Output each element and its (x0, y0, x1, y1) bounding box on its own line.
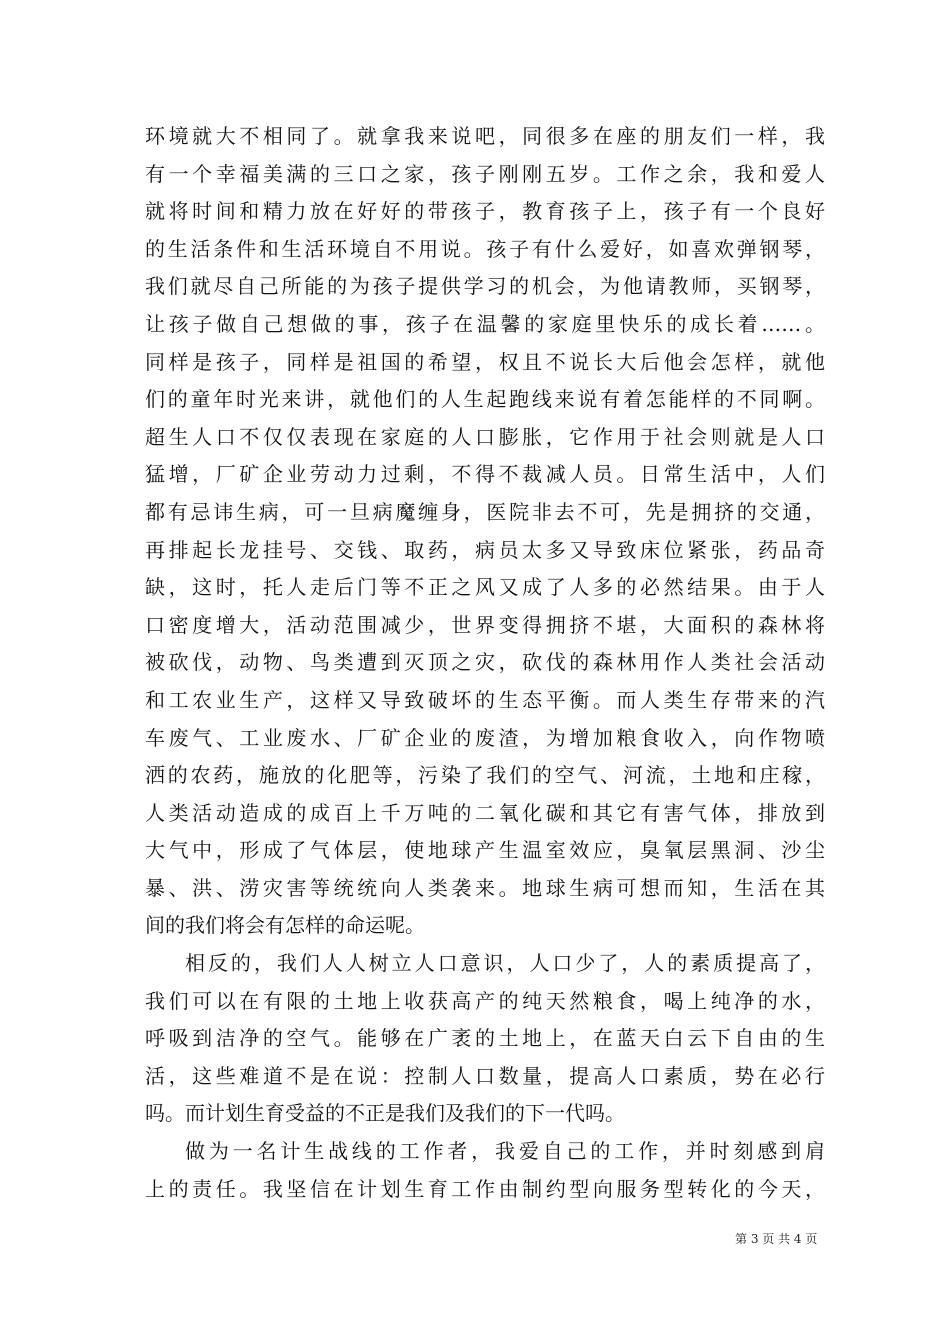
text-line: 超生人口不仅仅表现在家庭的人口膨胀，它作用于社会则就是人口 (145, 424, 825, 449)
text-line: 有一个幸福美满的三口之家，孩子刚刚五岁。工作之余，我和爱人 (145, 161, 825, 186)
text-line: 和工农业生产，这样又导致破坏的生态平衡。而人类生存带来的汽 (145, 687, 825, 712)
text-line: 都有忌讳生病，可一旦病魔缠身，医院非去不可，先是拥挤的交通， (145, 499, 825, 524)
document-body (145, 118, 825, 1208)
text-line: 我们就尽自己所能的为孩子提供学习的机会，为他请教师，买钢琴， (145, 274, 825, 299)
text-line: 大气中，形成了气体层，使地球产生温室效应，臭氧层黑洞、沙尘 (145, 838, 825, 863)
text-line: 暴、洪、涝灾害等统统向人类袭来。地球生病可想而知，生活在其 (145, 875, 825, 900)
text-line: 环境就大不相同了。就拿我来说吧，同很多在座的朋友们一样，我 (145, 124, 825, 148)
text-line: 同样是孩子，同样是祖国的希望，权且不说长大后他会怎样，就他 (145, 349, 825, 374)
text-line: 口密度增大，活动范围减少，世界变得拥挤不堪，大面积的森林将 (145, 612, 825, 637)
text-line: 缺，这时，托人走后门等不正之风又成了人多的必然结果。由于人 (145, 575, 825, 600)
text-line: 活，这些难道不是在说：控制人口数量，提高人口素质，势在必行 (145, 1063, 825, 1088)
page-number: 第 3 页 共 4 页 (735, 1232, 818, 1246)
text-line: 就将时间和精力放在好好的带孩子，教育孩子上，孩子有一个良好 (145, 199, 825, 224)
text-line: 猛增，厂矿企业劳动力过剩，不得不裁减人员。日常生活中，人们 (145, 462, 825, 487)
text-line: 让孩子做自己想做的事，孩子在温馨的家庭里快乐的成长着……。 (145, 311, 825, 336)
text-line: 车废气、工业废水、厂矿企业的废渣，为增加粮食收入，向作物喷 (145, 725, 825, 750)
text-line: 人类活动造成的成百上千万吨的二氧化碳和其它有害气体，排放到 (145, 800, 825, 825)
text-line: 再排起长龙挂号、交钱、取药，病员太多又导致床位紧张，药品奇 (145, 537, 825, 562)
text-line: 相反的，我们人人树立人口意识，人口少了，人的素质提高了， (185, 951, 825, 976)
text-line: 间的我们将会有怎样的命运呢。 (145, 913, 425, 938)
text-line: 洒的农药，施放的化肥等，污染了我们的空气、河流，土地和庄稼， (145, 763, 825, 788)
text-line: 们的童年时光来讲，就他们的人生起跑线来说有着怎能样的不同啊。 (145, 387, 825, 412)
text-line: 呼吸到洁净的空气。能够在广袤的土地上，在蓝天白云下自由的生 (145, 1026, 825, 1051)
text-line: 我们可以在有限的土地上收获高产的纯天然粮食，喝上纯净的水， (145, 988, 825, 1013)
text-line: 吗。而计划生育受益的不正是我们及我们的下一代吗。 (145, 1101, 625, 1126)
text-line: 上的责任。我坚信在计划生育工作由制约型向服务型转化的今天， (145, 1176, 825, 1201)
text-line: 被砍伐，动物、鸟类遭到灭顶之灾，砍伐的森林用作人类社会活动 (145, 650, 825, 675)
text-line: 的生活条件和生活环境自不用说。孩子有什么爱好，如喜欢弹钢琴， (145, 236, 825, 261)
text-line: 做为一名计生战线的工作者，我爱自己的工作，并时刻感到肩 (185, 1139, 825, 1164)
